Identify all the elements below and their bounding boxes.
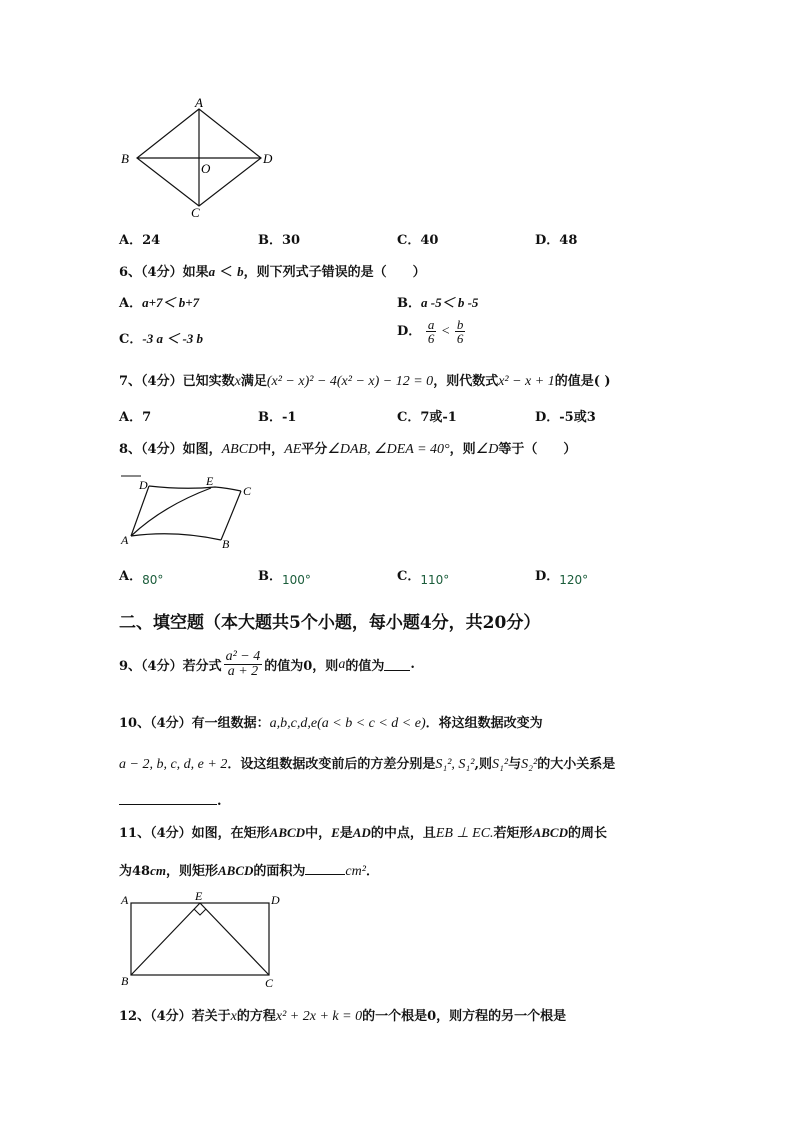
q8-option-c[interactable]: C．110° xyxy=(397,569,450,587)
q10-answer-line[interactable]: . xyxy=(119,792,222,809)
vertex-label-b: B xyxy=(121,151,129,166)
vertex-label-a: A xyxy=(195,95,203,110)
q5-option-d[interactable]: D．48 xyxy=(535,233,578,248)
q12-stem: 12、（4分）若关于x的方程x² + 2x + k = 0的一个根是0，则方程的另一个根是 xyxy=(119,1009,567,1024)
q7-option-a[interactable]: A．7 xyxy=(119,410,152,425)
q6-option-c[interactable]: C．-3 a ＜ -3 b xyxy=(119,331,204,347)
section-heading: 二、填空题（本大题共5个小题，每小题4分，共20分） xyxy=(119,613,541,633)
vertex-label-d: D xyxy=(139,478,148,492)
q9-answer-blank[interactable] xyxy=(384,658,410,671)
q6-option-b[interactable]: B．a -5＜ b -5 xyxy=(397,295,479,311)
q8-option-d[interactable]: D．120° xyxy=(535,569,589,587)
q10-line2: a − 2, b, c, d, e + 2．设这组数据改变前后的方差分别是S₁², S₁²,则S₁²与S₂²的大小关系是 xyxy=(119,757,616,772)
q11-line2: 为48cm，则矩形ABCD的面积为 cm²． xyxy=(119,863,379,879)
vertex-label-c: C xyxy=(191,205,200,220)
rectangle-figure xyxy=(115,887,290,992)
q5-option-a[interactable]: A．24 xyxy=(119,233,161,248)
q8-option-a[interactable]: A．80° xyxy=(119,569,164,587)
vertex-label-c: C xyxy=(243,484,252,498)
q7-option-c[interactable]: C．7或-1 xyxy=(397,410,457,425)
q6-option-d[interactable]: D． $\frac{a}{6}$ < $\frac{b}{6}$ xyxy=(397,317,464,346)
vertex-label-d: D xyxy=(263,151,273,166)
vertex-label-e: E xyxy=(206,474,214,488)
q8-option-b[interactable]: B．100° xyxy=(258,569,311,587)
q8-stem: 8、（4分）如图，ABCD中，AE平分∠DAB, ∠DEA = 40°，则∠D等于（ ） xyxy=(119,442,577,457)
q9-stem: 9、（4分） 若分式 $\frac{\text{a² − 4}}{a + 2}$ 的值为0，则 a 的值为 . xyxy=(119,649,415,679)
q5-option-b[interactable]: B．30 xyxy=(258,233,301,248)
vertex-label-a: A xyxy=(121,893,129,907)
q5-option-c[interactable]: C．40 xyxy=(397,233,439,248)
rhombus-figure xyxy=(115,95,285,225)
vertex-label-b: B xyxy=(222,537,230,551)
q7-option-b[interactable]: B．-1 xyxy=(258,410,297,425)
q10-stem: 10、（4分）有一组数据：a,b,c,d,e(a < b < c < d < e)．将这组数据改变为 xyxy=(119,716,543,731)
q7-option-d[interactable]: D．-5或3 xyxy=(535,410,596,425)
q11-answer-blank[interactable] xyxy=(305,862,345,875)
vertex-label-e: E xyxy=(195,889,203,903)
q7-stem: 7、（4分）已知实数x满足(x² − x)² − 4(x² − x) − 12 = 0，则代数式x² − x + 1的值是( ) xyxy=(119,374,611,389)
vertex-label-a: A xyxy=(121,533,129,547)
vertex-label-d: D xyxy=(271,893,280,907)
vertex-label-c: C xyxy=(265,976,274,990)
vertex-label-b: B xyxy=(121,974,129,988)
q11-stem: 11、（4分）如图，在矩形ABCD中，E是AD的中点，且EB ⊥ EC.若矩形ABCD的周长 xyxy=(119,825,607,841)
q6-stem: 6、（4分）如果a ＜ b，则下列式子错误的是（ ） xyxy=(119,264,426,280)
q6-option-a[interactable]: A．a+7＜ b+7 xyxy=(119,295,200,311)
center-label-o: O xyxy=(201,161,211,176)
parallelogram-figure xyxy=(115,472,265,552)
